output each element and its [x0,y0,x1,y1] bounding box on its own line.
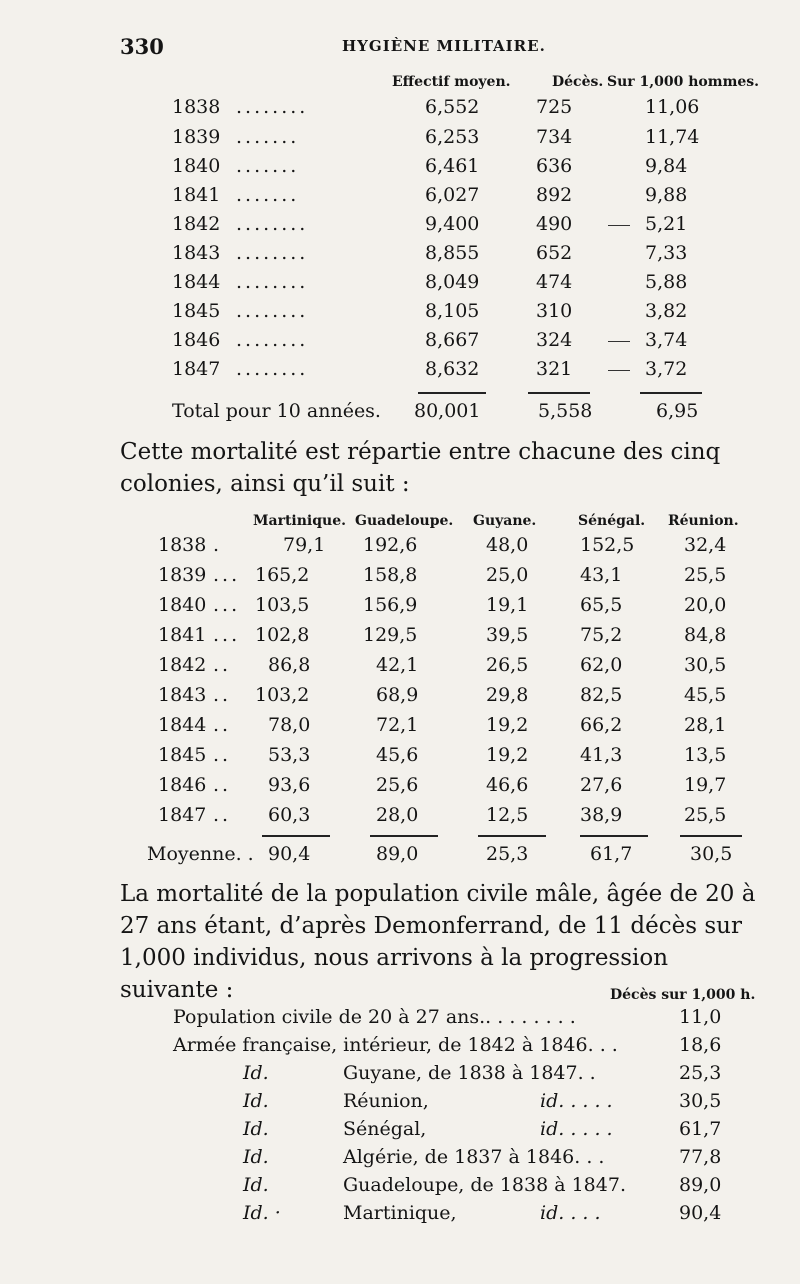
table-row: 1842 ........ 9,400 490 5,21 [172,213,688,235]
table-row: 1846 ........ 8,667 324 3,74 [172,329,688,351]
table-row: 1845 ........ 8,105 310 3,82 [172,300,688,322]
sum-rule [580,835,648,837]
table-row: 1846 .. 93,6 25,6 46,6 27,6 19,7 [158,774,727,796]
table-row: 1844 .. 78,0 72,1 19,2 66,2 28,1 [158,714,727,736]
sum-rule [528,392,590,394]
dash-mark [608,225,630,226]
table-row: Id. Réunion, id. . . . . 30,5 [243,1090,722,1112]
table-row: 1843 .. 103,2 68,9 29,8 82,5 45,5 [158,684,727,706]
table-row: 1847 ........ 8,632 321 3,72 [172,358,688,380]
average-label: Moyenne. . [147,843,254,865]
total-effectif: 80,001 [414,400,481,422]
col-header-deces-per-1000: Décès sur 1,000 h. [610,987,756,1003]
table-row: 1838 . 79,1 192,6 48,0 152,5 32,4 [158,534,727,556]
col-header-effectif: Effectif moyen. [392,74,511,90]
total-deces: 5,558 [538,400,593,422]
table-row: 1841 ... 102,8 129,5 39,5 75,2 84,8 [158,624,727,646]
table-row: Armée française, intérieur, de 1842 à 1846. . . 18,6 [173,1034,722,1056]
sum-rule [262,835,330,837]
col-header-martinique: Martinique. [253,513,346,529]
sum-rule [640,392,702,394]
table-row: 1839 ....... 6,253 734 11,74 [172,126,700,148]
table-row: Id. Guyane, de 1838 à 1847. . 25,3 [243,1062,722,1084]
table-row: Population civile de 20 à 27 ans.. . . . . . . . 11,0 [173,1006,722,1028]
table-row: 1838 ........ 6,552 725 11,06 [172,96,700,118]
table-row: Id. · Martinique, id. . . . 90,4 [243,1202,722,1224]
table-row: 1840 ... 103,5 156,9 19,1 65,5 20,0 [158,594,727,616]
table-row: Id. Algérie, de 1837 à 1846. . . 77,8 [243,1146,722,1168]
sum-rule [680,835,742,837]
average-reunion: 30,5 [690,843,733,865]
table-row: 1845 .. 53,3 45,6 19,2 41,3 13,5 [158,744,727,766]
col-header-guadeloupe: Guadeloupe. [355,513,454,529]
total-rate: 6,95 [656,400,699,422]
page-number: 330 [120,34,164,59]
paragraph-progression: La mortalité de la population civile mâle, âgée de 20 à 27 ans étant, d’après Demonferrand, de 11 décès sur 1,000 individus, nous arrivons à la progression suivante : [120,881,756,1003]
dash-mark [608,341,630,342]
average-guyane: 25,3 [486,843,529,865]
table-row: 1844 ........ 8,049 474 5,88 [172,271,688,293]
col-header-reunion: Réunion. [668,513,739,529]
table-row: 1842 .. 86,8 42,1 26,5 62,0 30,5 [158,654,727,676]
col-header-guyane: Guyane. [473,513,537,529]
paragraph-colonies: Cette mortalité est répartie entre chacune des cinq colonies, ainsi qu’il suit : [120,439,721,497]
table-row: 1843 ........ 8,855 652 7,33 [172,242,688,264]
col-header-rate: Sur 1,000 hommes. [607,74,760,90]
table-row: 1847 .. 60,3 28,0 12,5 38,9 25,5 [158,804,727,826]
table-row: 1839 ... 165,2 158,8 25,0 43,1 25,5 [158,564,727,586]
average-senegal: 61,7 [590,843,633,865]
table-row: Id. Sénégal, id. . . . . 61,7 [243,1118,722,1140]
col-header-deces: Décès. [552,74,604,90]
average-guadeloupe: 89,0 [376,843,419,865]
average-martinique: 90,4 [268,843,311,865]
total-label: Total pour 10 années. [172,400,381,422]
table-row: Id. Guadeloupe, de 1838 à 1847. 89,0 [243,1174,722,1196]
sum-rule [418,392,486,394]
dash-mark [608,370,630,371]
table-row: 1841 ....... 6,027 892 9,88 [172,184,688,206]
running-title: HYGIÈNE MILITAIRE. [342,37,546,55]
table-row: 1840 ....... 6,461 636 9,84 [172,155,688,177]
col-header-senegal: Sénégal. [578,513,646,529]
sum-rule [370,835,438,837]
sum-rule [478,835,546,837]
